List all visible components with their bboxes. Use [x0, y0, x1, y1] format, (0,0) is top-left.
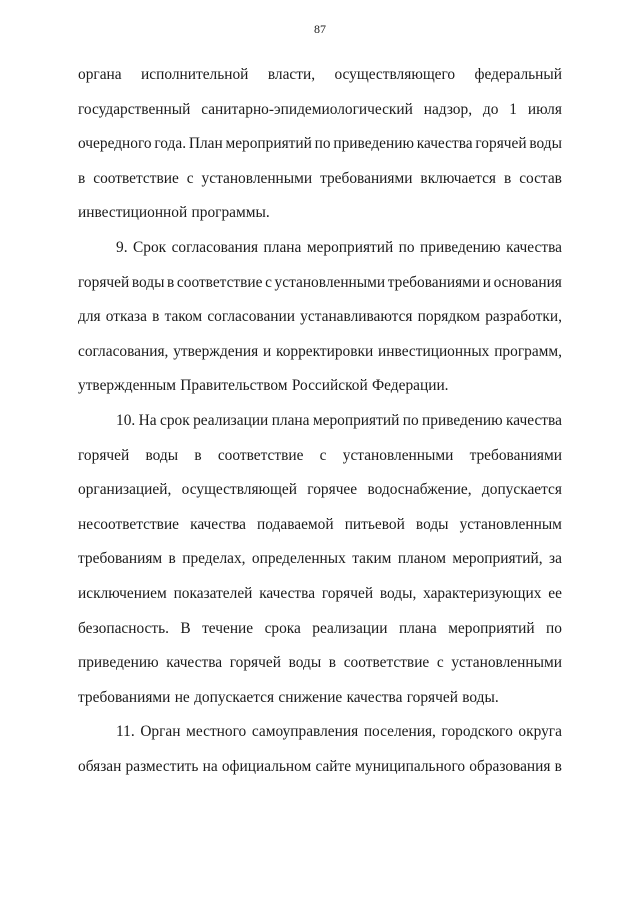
word: утвержденным — [78, 377, 176, 395]
word: разместить — [125, 757, 199, 775]
page-number: 87 — [314, 22, 326, 36]
text-line — [78, 542, 562, 577]
word: мероприятий — [306, 238, 394, 256]
word: отказа — [105, 308, 147, 326]
word: плана — [398, 619, 437, 637]
word: приведению — [422, 411, 503, 429]
word: в — [554, 757, 562, 775]
word: основания — [493, 273, 562, 291]
word: обязан — [78, 757, 122, 775]
text-line — [78, 127, 562, 162]
word: исполнительной — [141, 66, 249, 83]
word: срока — [264, 619, 301, 637]
word: качества — [506, 238, 562, 256]
word: приведению — [78, 654, 159, 672]
word: до — [482, 100, 499, 118]
word: осуществляющей — [181, 481, 297, 499]
word: государственный — [78, 100, 191, 118]
word: 1 — [509, 100, 517, 118]
word: установленным — [459, 515, 562, 533]
word: показателей — [173, 584, 253, 602]
word: муниципального — [355, 757, 466, 775]
word: воды, — [379, 584, 417, 602]
word: Орган — [140, 723, 181, 741]
word: состав — [519, 169, 562, 187]
word: программы. — [191, 204, 270, 222]
word: включается — [420, 169, 496, 187]
text-line — [78, 750, 562, 785]
word: мероприятий, — [452, 550, 543, 568]
word: устанавливаются — [300, 308, 413, 326]
word: реализации — [312, 619, 388, 637]
word: образования — [469, 757, 551, 775]
word: 9. — [116, 238, 128, 256]
word: пределах, — [182, 550, 246, 568]
document-body — [78, 58, 562, 784]
word: приведению — [420, 238, 501, 256]
word: установленными — [342, 446, 454, 464]
word: требованиями — [387, 273, 481, 291]
word: местного — [186, 723, 247, 741]
word: соответствие — [93, 169, 179, 187]
text-line — [78, 335, 562, 370]
word: качества — [190, 515, 246, 533]
word: за — [549, 550, 562, 568]
word: с — [436, 654, 444, 672]
text-line — [78, 508, 562, 543]
word: мероприятий — [312, 411, 400, 429]
word: установленными — [451, 654, 562, 672]
word: федеральный — [474, 66, 562, 83]
word: качества — [259, 584, 316, 602]
word: мероприятий — [225, 135, 312, 153]
word: очередного — [78, 135, 152, 153]
word: требованиями — [469, 446, 562, 464]
word: инвестиционной — [78, 204, 188, 222]
word: водоснабжение, — [367, 481, 472, 499]
word: исключением — [78, 584, 167, 602]
word: установленными — [274, 273, 386, 291]
word: подаваемой — [257, 515, 334, 533]
text-line — [78, 715, 562, 750]
word: таком — [164, 308, 203, 326]
word: требованиям — [78, 550, 163, 568]
text-line — [78, 612, 562, 647]
text-line — [78, 473, 562, 508]
word: и — [482, 273, 491, 291]
word: допускается — [194, 688, 275, 706]
word: в — [194, 446, 202, 464]
text-line — [78, 404, 562, 439]
text-line — [78, 196, 562, 231]
word: ее — [548, 584, 562, 602]
word: безопасность. — [78, 619, 169, 637]
word: по — [402, 411, 419, 429]
word: качества — [346, 688, 403, 706]
word: округа — [518, 723, 562, 741]
word: 11. — [116, 723, 135, 741]
text-line — [78, 231, 562, 266]
word: 10. — [116, 411, 136, 429]
text-line — [78, 266, 562, 301]
word: в — [503, 169, 512, 187]
word: не — [174, 688, 190, 706]
word: с — [265, 273, 272, 291]
word: для — [78, 308, 101, 326]
word: плана — [271, 411, 310, 429]
word: горячей — [321, 584, 374, 602]
word: органа — [78, 66, 122, 83]
word: воды — [145, 446, 179, 464]
word: мероприятий — [448, 619, 535, 637]
word: корректировки — [276, 342, 374, 360]
word: соответствие — [217, 446, 304, 464]
word: с — [186, 169, 194, 187]
word: власти, — [267, 66, 316, 83]
word: установленными — [201, 169, 313, 187]
word: надзор, — [423, 100, 473, 118]
word: и — [262, 342, 272, 360]
word: Срок — [132, 238, 167, 256]
word: воды. — [462, 688, 499, 706]
word: Правительством — [180, 377, 288, 395]
word: санитарно-эпидемиологический — [201, 100, 413, 118]
word: по — [314, 135, 331, 153]
word: В — [180, 619, 191, 637]
word: реализации — [193, 411, 269, 429]
word: качества — [416, 135, 473, 153]
word: поселения, — [363, 723, 436, 741]
text-line — [78, 369, 562, 404]
word: самоуправления — [251, 723, 359, 741]
word: приведению — [333, 135, 414, 153]
word: качества — [166, 654, 223, 672]
word: характеризующих — [423, 584, 542, 602]
word: На — [138, 411, 157, 429]
word: по — [398, 238, 415, 256]
word: планом — [397, 550, 446, 568]
word: официальном — [221, 757, 312, 775]
word: требованиями — [320, 169, 413, 187]
word: плана — [263, 238, 302, 256]
word: утверждения — [173, 342, 259, 360]
word: воды — [131, 273, 165, 291]
text-line — [78, 162, 562, 197]
word: согласования — [171, 238, 259, 256]
word: согласовании — [207, 308, 296, 326]
word: горячее — [307, 481, 358, 499]
word: соответствие — [343, 654, 430, 672]
word: качества — [506, 411, 562, 429]
word: осуществляющего — [334, 66, 456, 83]
word: допускается — [481, 481, 562, 499]
word: несоответствие — [78, 515, 180, 533]
word: таким — [352, 550, 392, 568]
word: на — [202, 757, 218, 775]
word: сайте — [315, 757, 352, 775]
word: течение — [202, 619, 254, 637]
word: соответствие — [176, 273, 263, 291]
text-line — [78, 439, 562, 474]
word: программ, — [494, 342, 562, 360]
word: срок — [159, 411, 190, 429]
word: июля — [527, 100, 562, 118]
word: в — [78, 169, 86, 187]
word: горячей — [78, 446, 130, 464]
word: Российской — [291, 377, 368, 395]
word: в — [152, 308, 160, 326]
text-line — [78, 681, 562, 716]
word: разработки, — [485, 308, 562, 326]
word: воды — [288, 654, 322, 672]
text-line — [78, 646, 562, 681]
word: горячей — [78, 273, 130, 291]
word: требованиями — [78, 688, 171, 706]
word: питьевой — [344, 515, 405, 533]
word: определенных — [251, 550, 346, 568]
word: воды — [529, 135, 562, 153]
word: горячей — [229, 654, 281, 672]
word: Федерации. — [372, 377, 449, 395]
word: горячей — [406, 688, 458, 706]
text-line — [78, 58, 562, 93]
text-line — [78, 577, 562, 612]
word: в — [167, 273, 175, 291]
word: в — [168, 550, 176, 568]
word: порядком — [417, 308, 481, 326]
word: организацией, — [78, 481, 172, 499]
word: План — [188, 135, 223, 153]
word: по — [546, 619, 562, 637]
word: с — [319, 446, 327, 464]
word: в — [328, 654, 337, 672]
text-line — [78, 300, 562, 335]
word: снижение — [278, 688, 343, 706]
word: согласования, — [78, 342, 169, 360]
text-line — [78, 93, 562, 128]
word: горячей — [475, 135, 527, 153]
word: инвестиционных — [378, 342, 490, 360]
word: городского — [441, 723, 513, 741]
word: года. — [154, 135, 187, 153]
word: воды — [415, 515, 449, 533]
